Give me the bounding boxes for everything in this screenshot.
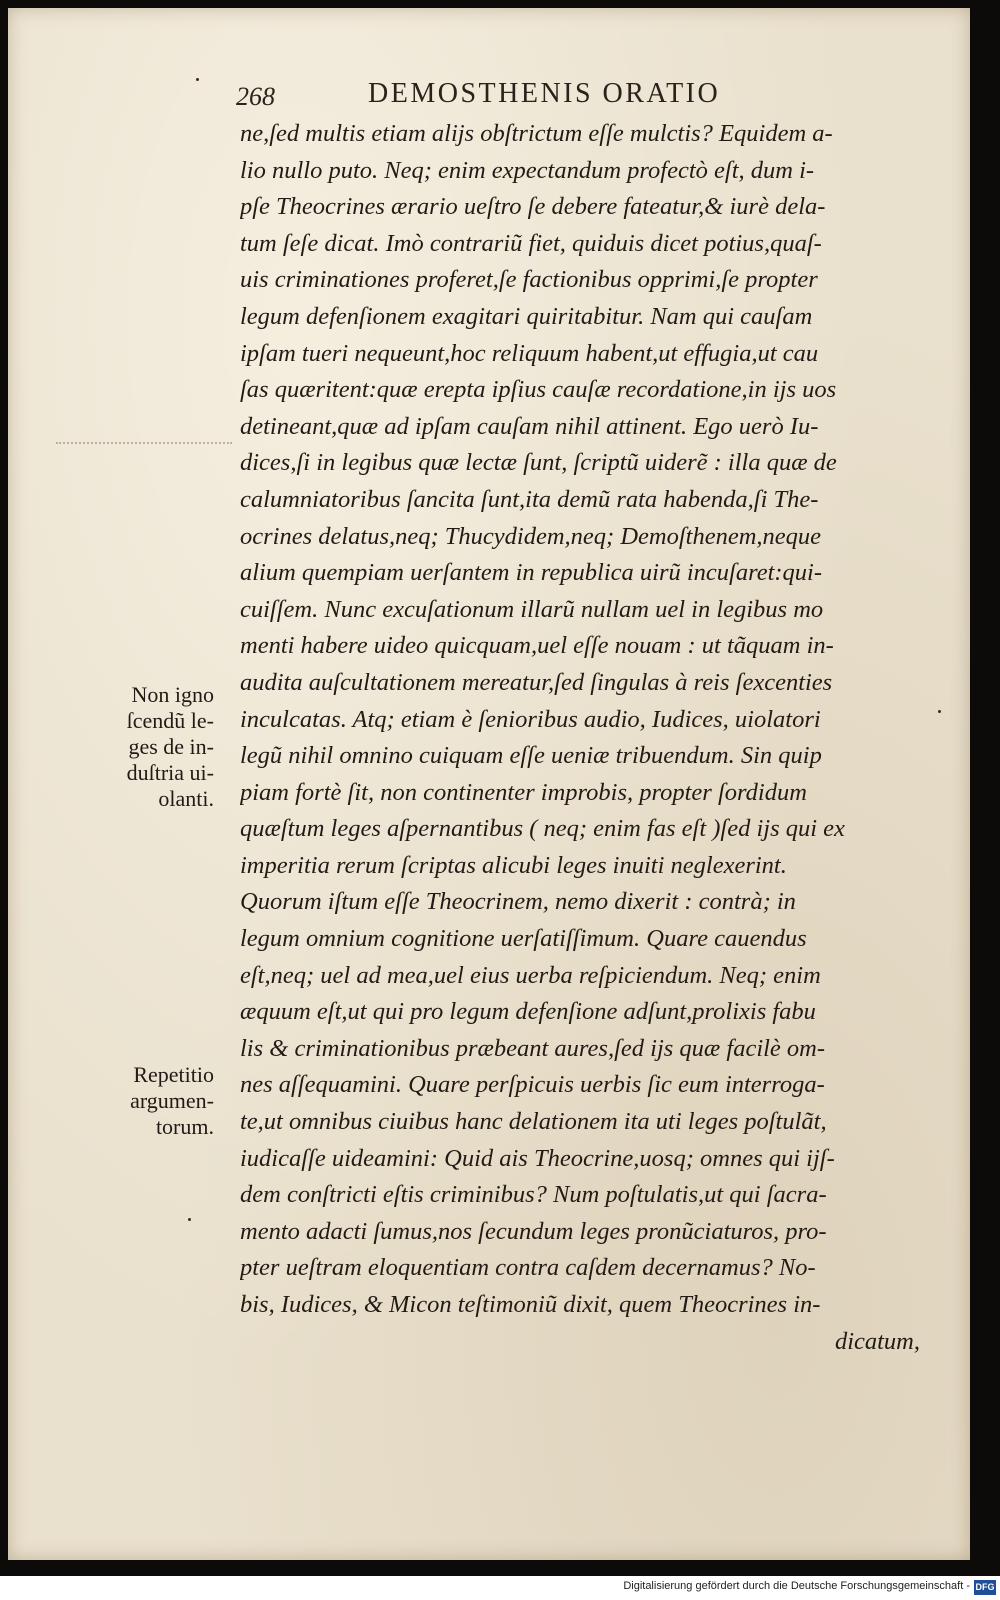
text-line: æquum eſt,ut qui pro legum defenſione adſunt,prolixis fabu: [240, 998, 816, 1026]
text-line: cuiſſem. Nunc excuſationum illarũ nullam uel in legibus mo: [240, 595, 824, 623]
marginal-note-line: ſcendũ le-: [126, 708, 214, 733]
book-page: [8, 8, 970, 1560]
text-line: te,ut omnibus ciuibus hanc delationem ita uti leges poſtulãt,: [240, 1108, 827, 1136]
marginal-note-line: Non igno: [131, 682, 214, 707]
ink-speck: [188, 1218, 191, 1221]
text-line: tum ſeſe dicat. Imò contrariũ fiet, quiduis dicet potius,quaſ-: [240, 229, 822, 257]
text-line: imperitia rerum ſcriptas alicubi leges inuiti neglexerint.: [240, 851, 787, 879]
text-line: nes aſſequamini. Quare perſpicuis uerbis ſic eum interroga-: [240, 1071, 825, 1099]
text-line: piam fortè ſit, non continenter improbis, propter ſordidum: [240, 778, 807, 806]
marginal-note-line: argumen-: [130, 1088, 214, 1113]
text-line: dem conſtricti eſtis criminibus? Num poſtulatis,ut qui ſacra-: [240, 1181, 827, 1209]
text-line: lio nullo puto. Neq; enim expectandum profectò eſt, dum i-: [240, 156, 815, 184]
text-line: iudicaſſe uideamini: Quid ais Theocrine,uosq; omnes qui ijſ-: [240, 1144, 835, 1172]
text-line: pſe Theocrines ærario ueſtro ſe debere fateatur,& iurè dela-: [240, 193, 826, 221]
text-line: legũ nihil omnino cuiquam eſſe ueniæ tribuendum. Sin quip: [240, 742, 822, 770]
text-line: dices,ſi in legibus quæ lectæ ſunt, ſcriptũ uiderẽ : illa quæ de: [240, 449, 837, 477]
text-line: ocrines delatus,neq; Thucydidem,neq; Demoſthenem,neque: [240, 522, 822, 550]
marginal-note-line: torum.: [155, 1114, 214, 1139]
marginal-note-1: [127, 682, 214, 812]
text-line: detineant,quæ ad ipſam cauſam nihil attinent. Ego uerò Iu-: [240, 412, 819, 440]
text-line: Quorum iſtum eſſe Theocrinem, nemo dixerit : contrà; in: [240, 888, 796, 916]
text-line: dicatum,: [834, 1327, 920, 1355]
text-line: ipſam tueri nequeunt,hoc reliquum habent,ut effugia,ut cau: [240, 339, 819, 367]
marginal-note-line: olanti.: [158, 786, 214, 811]
marginal-note-line: ges de in-: [128, 734, 214, 759]
marginal-note-2: [130, 1062, 214, 1140]
text-line: bis, Iudices, & Micon teſtimoniũ dixit, quem Theocrines in-: [240, 1291, 821, 1318]
text-line: ſas quæritent:quæ erepta ipſius cauſæ recordatione,in ijs uos: [240, 376, 837, 404]
ink-speck: [196, 78, 199, 81]
funding-credit: Digitalisierung gefördert durch die Deutsche Forschungsgemeinschaft -: [623, 1580, 970, 1592]
text-line: audita auſcultationem mereatur,ſed ſingulas à reis ſexcenties: [240, 668, 833, 696]
page-number: 268: [236, 82, 275, 111]
text-line: legum defenſionem exagitari quiritabitur. Nam qui cauſam: [240, 302, 813, 330]
digitization-footer: [0, 1576, 1000, 1600]
text-line: lis & criminationibus præbeant aures,ſed ijs quæ facilè om-: [240, 1034, 826, 1062]
text-line: quæſtum leges aſpernantibus ( neq; enim fas eſt )ſed ijs qui ex: [240, 815, 845, 843]
faint-dotted-rule: [56, 442, 232, 444]
text-line: inculcatas. Atq; etiam è ſenioribus audio, Iudices, uiolatori: [240, 705, 821, 733]
running-head: DEMOSTHENIS ORATIO: [368, 78, 721, 109]
text-line: calumniatoribus ſancita ſunt,ita demũ rata habenda,ſi The-: [240, 485, 819, 513]
text-line: menti habere uideo quicquam,uel eſſe nouam : ut tãquam in-: [240, 632, 834, 660]
text-line: ne,ſed multis etiam alijs obſtrictum eſſe mulctis? Equidem a-: [240, 120, 833, 147]
text-line: pter ueſtram eloquentiam contra caſdem decernamus? No-: [240, 1254, 816, 1282]
text-line: legum omnium cognitione uerſatiſſimum. Quare cauendus: [240, 925, 807, 953]
text-line: mento adacti ſumus,nos ſecundum leges pronũciaturos, pro-: [240, 1217, 827, 1245]
text-line: alium quempiam uerſantem in republica uirũ incuſaret:qui-: [240, 559, 823, 587]
marginal-note-line: duſtria ui-: [126, 760, 214, 785]
ink-speck: [938, 710, 941, 713]
text-line: uis criminationes proferet,ſe factionibus opprimi,ſe propter: [240, 266, 818, 294]
marginal-note-line: Repetitio: [133, 1062, 214, 1087]
body-text-block: [240, 116, 920, 1360]
dfg-logo: DFG: [974, 1580, 996, 1595]
text-line: eſt,neq; uel ad mea,uel eius uerba reſpiciendum. Neq; enim: [240, 961, 821, 989]
